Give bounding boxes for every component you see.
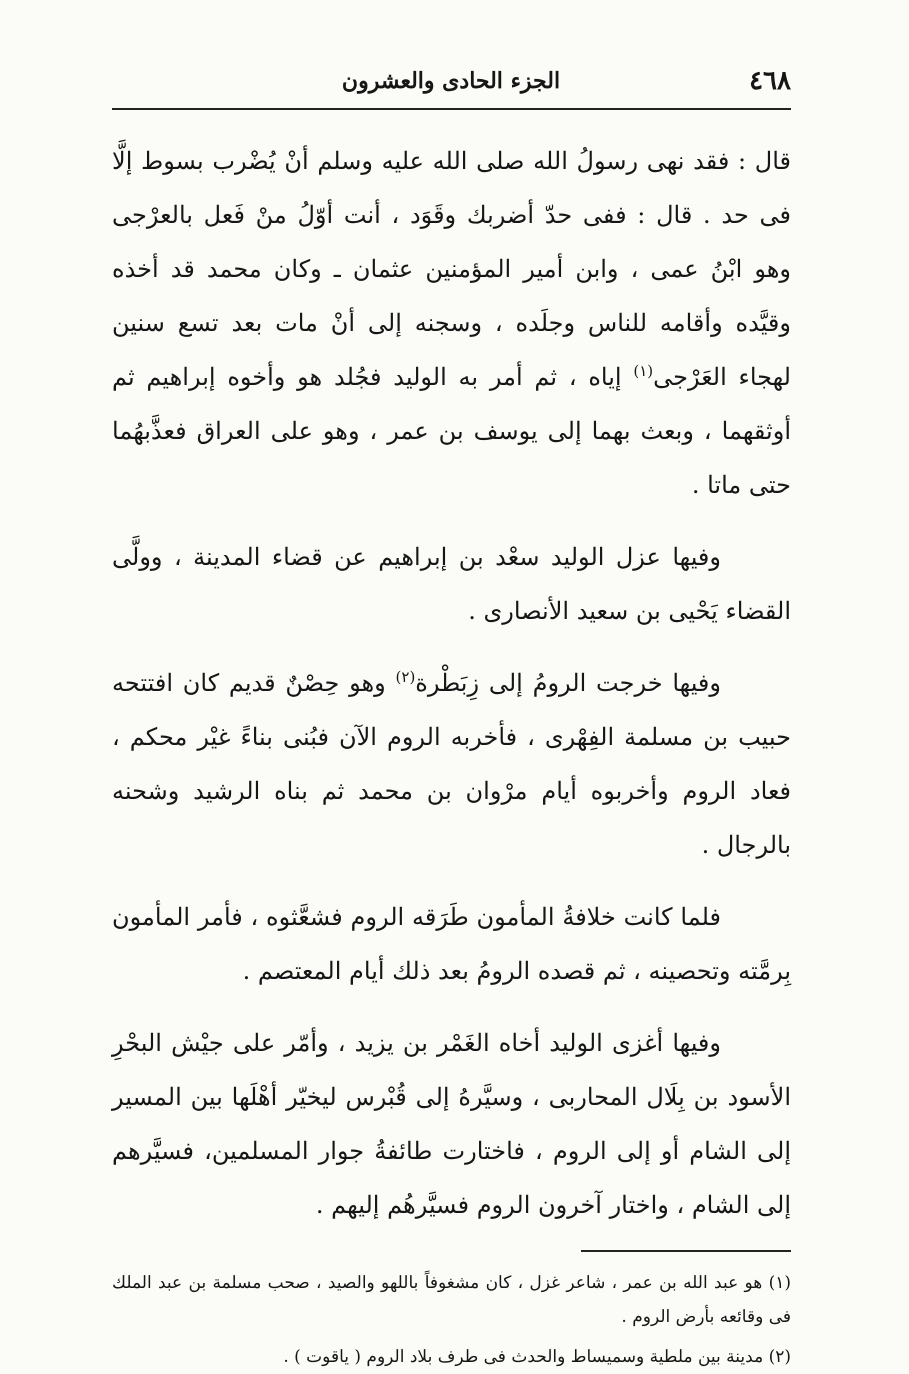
paragraph-text: إياه ، ثم أمر به الوليد فجُلد هو وأخوه إبراهيم ثم أوثقهما ، وبعث بهما إلى يوسف بن عمر ، وهو على العراق فعذَّبهُما حتى ماتا . (112, 363, 791, 499)
paragraph (112, 1016, 791, 1232)
footnote-marker: (١) (633, 362, 654, 380)
paragraph-text: وهو حِصْنٌ قديم كان افتتحه حبيب بن مسلمة الفِهْرى ، فأخربه الروم الآن فبُنى بناءً غيْر محكم ، فعاد الروم وأخربوه أيام مرْوان بن محمد ثم بناه الرشيد وشحنه بالرجال . (112, 669, 791, 859)
page-number: ٤٦٨ (749, 66, 791, 96)
paragraph-text: وفيها عزل الوليد سعْد بن إبراهيم عن قضاء المدينة ، وولَّى القضاء يَحْيى بن سعيد الأنصارى . (112, 543, 791, 625)
footnote-divider (581, 1250, 791, 1252)
paragraph-text: فلما كانت خلافةُ المأمون طَرَقه الروم فشعَّثوه ، فأمر المأمون بِرمَّته وتحصينه ، ثم قصده الرومُ بعد ذلك أيام المعتصم . (112, 903, 791, 985)
running-title: الجزء الحادى والعشرون (341, 68, 561, 94)
paragraph-text: وفيها أغزى الوليد أخاه الغَمْر بن يزيد ، وأمّر على جيْش البحْرِ الأسود بن بِلَال المحاربى ، وسيَّرهُ إلى قُبْرس ليخيّر أهْلَها بين المسير إلى الشام أو إلى الروم ، فاختارت طائفةُ جوار المسلمين، فسيَّرهم إلى الشام ، واختار آخرون الروم فسيَّرهُم إليهم . (112, 1029, 791, 1219)
footnote: (١) هو عبد الله بن عمر ، شاعر غزل ، كان مشغوفاً باللهو والصيد ، صحب مسلمة بن عبد الملك فى وقائعه بأرض الروم . (112, 1273, 791, 1327)
paragraph (112, 134, 791, 512)
paragraph-text: وفيها خرجت الرومُ إلى زِبَطْرة (415, 669, 721, 697)
paragraph-text: قال : فقد نهى رسولُ الله صلى الله عليه وسلم أنْ يُضْرب بسوط إلَّا فى حد . قال : ففى حدّ أضربك وقَوَد ، أنت أوّلُ منْ فَعل بالعرْجى وهو ابْنُ عمى ، وابن أمير المؤمنين عثمان ـ وكان محمد قد أخذه وقيَّده وأقامه للناس وجلَده ، وسجنه إلى أنْ مات بعد تسع سنين لهجاء العَرْجى (112, 147, 791, 391)
footnote: (٢) مدينة بين ملطية وسميساط والحدث فى طرف بلاد الروم ( ياقوت ) . (283, 1347, 791, 1367)
paragraph (112, 890, 791, 998)
footnote-marker: (٢) (395, 668, 416, 686)
footnotes (112, 1266, 791, 1374)
main-text (112, 134, 791, 1232)
paragraph (112, 530, 791, 638)
page-header (112, 62, 791, 110)
paragraph (112, 656, 791, 872)
